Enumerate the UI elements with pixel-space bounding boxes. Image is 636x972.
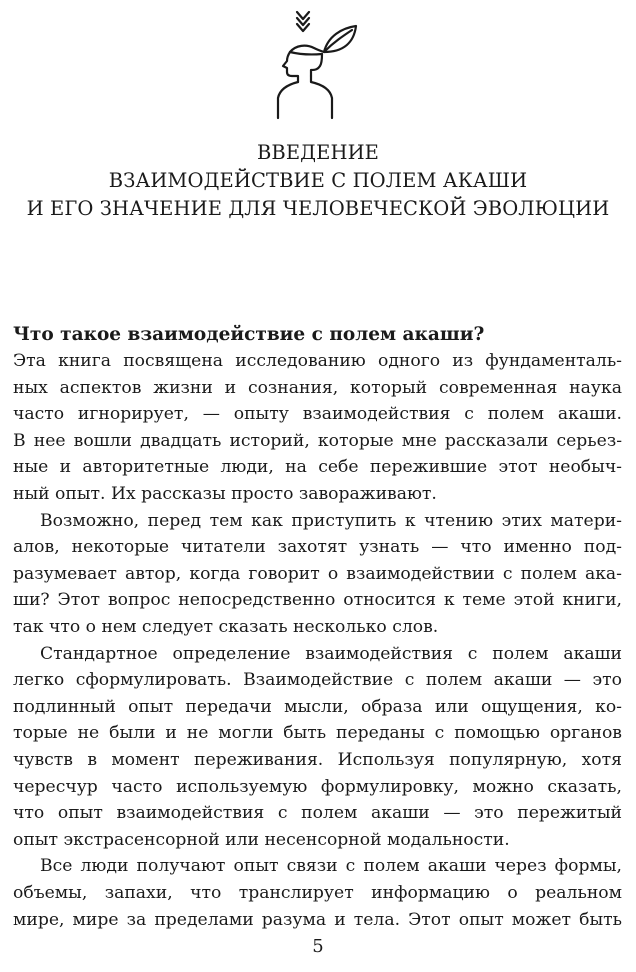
chapter-title-line-1: ВЗАИМОДЕЙСТВИЕ С ПОЛЕМ АКАШИ bbox=[108, 169, 528, 192]
body-line: ные и авторитетные люди, на себе пережившие этот необыч- bbox=[13, 457, 622, 478]
section-heading: Что такое взаимодействие с полем акаши? bbox=[13, 324, 485, 345]
body-line: В нее вошли двадцать историй, которые мне рассказали серьез- bbox=[13, 430, 622, 451]
body-line: что опыт взаимодействия с полем акаши — это пережитый bbox=[13, 803, 622, 824]
body-line: опыт экстрасенсорной или несенсорной модальности. bbox=[13, 829, 510, 850]
body-line: мире, мире за пределами разума и тела. Этот опыт может быть bbox=[13, 909, 622, 930]
body-line: Возможно, перед тем как приступить к чтению этих матери- bbox=[40, 510, 622, 531]
body-line: Эта книга посвящена исследованию одного из фундаменталь- bbox=[13, 351, 622, 371]
head-with-leaf-icon bbox=[268, 8, 364, 120]
body-line: подлинный опыт передачи мысли, образа или ощущения, ко- bbox=[13, 696, 622, 717]
body-line: Все люди получают опыт связи с полем акаши через формы, bbox=[40, 856, 622, 877]
body-line: разумевает автор, когда говорит о взаимодействии с полем ака- bbox=[13, 563, 622, 584]
body-line: ных аспектов жизни и сознания, который современная наука bbox=[13, 377, 622, 398]
body-line: чувств в момент переживания. Используя популярную, хотя bbox=[13, 750, 622, 770]
chapter-label: ВВЕДЕНИЕ bbox=[256, 141, 380, 164]
chapter-title-line-2: И ЕГО ЗНАЧЕНИЕ ДЛЯ ЧЕЛОВЕЧЕСКОЙ ЭВОЛЮЦИИ bbox=[26, 197, 610, 220]
body-line: чересчур часто используемую формулировку, можно сказать, bbox=[13, 776, 622, 797]
body-line: легко сформулировать. Взаимодействие с полем акаши — это bbox=[13, 670, 622, 691]
body-line: часто игнорирует, — опыту взаимодействия с полем акаши. bbox=[13, 404, 622, 425]
body-line: ный опыт. Их рассказы просто завораживают. bbox=[13, 484, 437, 504]
page-number: 5 bbox=[312, 936, 324, 957]
body-line: торые не были и не могли быть переданы с помощью органов bbox=[13, 723, 622, 744]
body-line: Стандартное определение взаимодействия с полем акаши bbox=[40, 643, 622, 664]
body-line: так что о нем следует сказать несколько слов. bbox=[13, 617, 439, 637]
body-line: объемы, запахи, что транслирует информацию о реальном bbox=[13, 883, 622, 903]
body-line: ши? Этот вопрос непосредственно относится к теме этой книги, bbox=[13, 590, 622, 611]
body-line: алов, некоторые читатели захотят узнать — что именно под- bbox=[13, 537, 622, 558]
